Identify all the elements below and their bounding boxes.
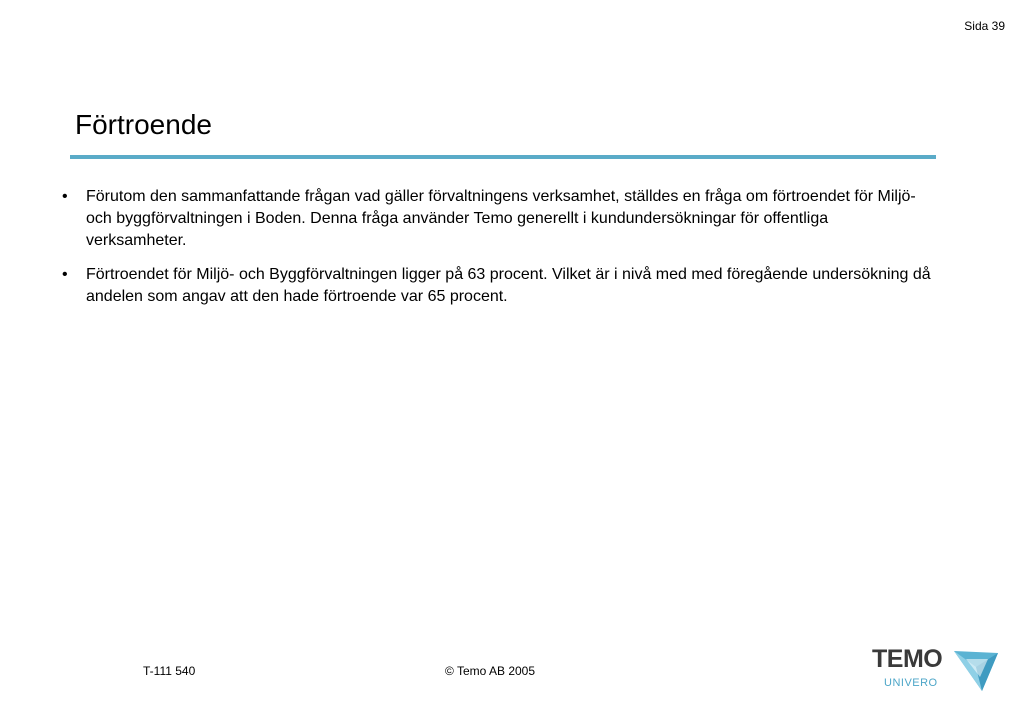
title-underline <box>70 155 936 159</box>
footer-copyright: © Temo AB 2005 <box>445 664 536 678</box>
bullet-text: Förutom den sammanfattande frågan vad gäller förvaltningens verksamhet, ställdes en fråga om förtroendet för Miljö- och byggförvaltningen i Boden. Denna fråga använder Temo generellt i kundundersökningar för offentliga verksamheter. <box>86 188 916 249</box>
temo-prism-logo-icon <box>952 647 1000 693</box>
logo-subtext: UNIVERO <box>884 677 938 689</box>
page-number: Sida 39 <box>964 19 1005 33</box>
bullet-text: Förtroendet för Miljö- och Byggförvaltningen ligger på 63 procent. Vilket är i nivå med med föregående undersökning då andelen som angav att den hade förtroende var 65 procent. <box>86 266 931 305</box>
bullet-list <box>62 186 932 320</box>
footer-code: T-111 540 <box>143 664 196 678</box>
bullet-item <box>62 264 932 308</box>
temo-logo <box>872 647 1002 695</box>
bullet-item <box>62 186 932 252</box>
bullet-dot: • <box>62 188 68 205</box>
slide-title: Förtroende <box>75 109 212 140</box>
logo-wordmark: TEMO <box>872 645 943 673</box>
bullet-dot: • <box>62 266 68 283</box>
